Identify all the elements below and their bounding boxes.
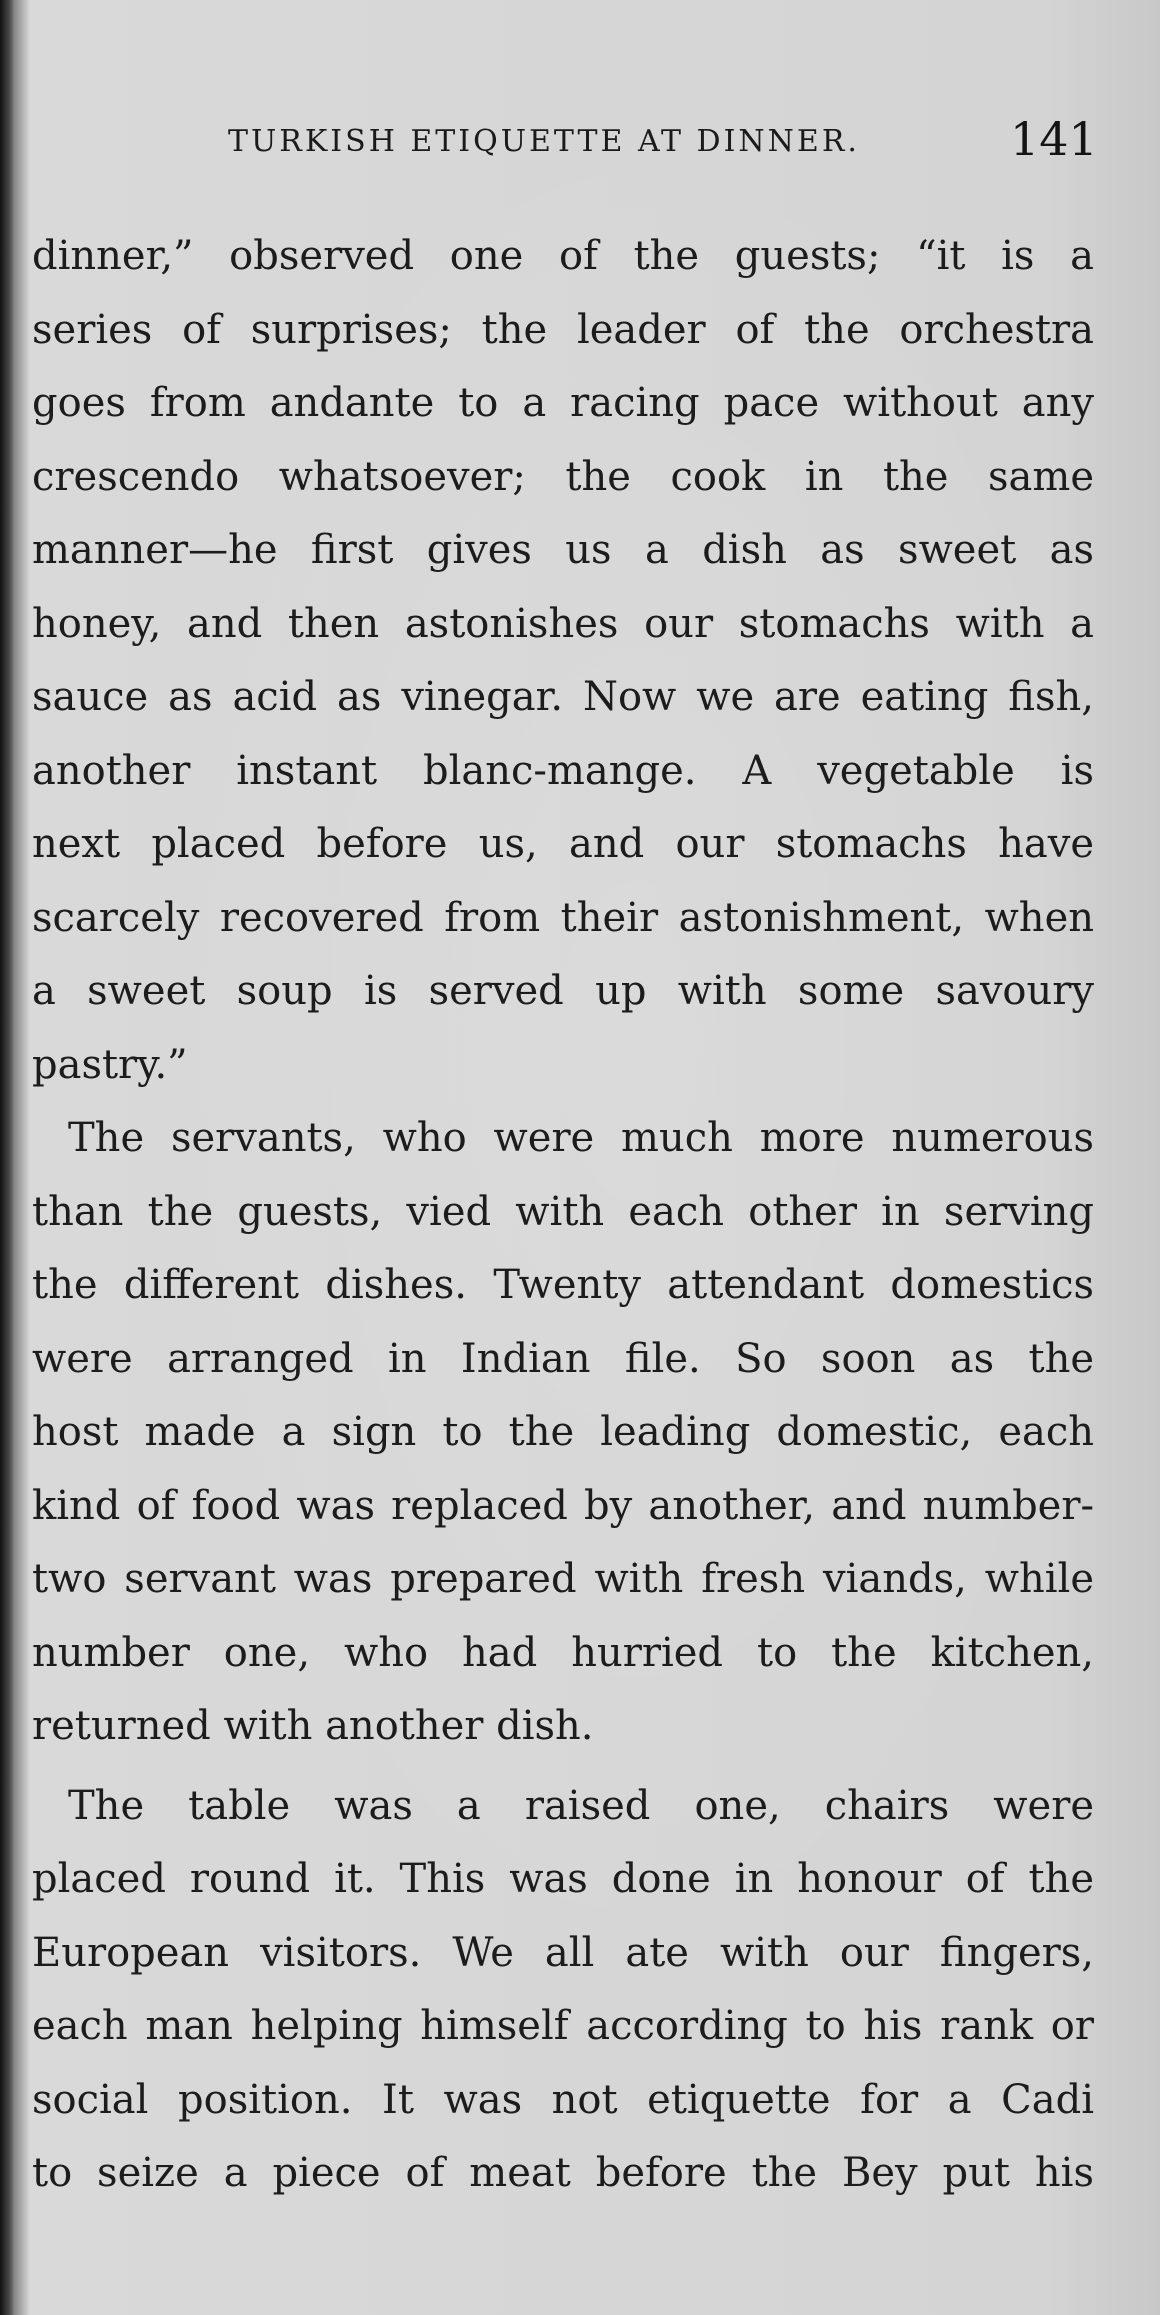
text-line: sauce as acid as vinegar. Now we are eating fish,: [32, 674, 1094, 720]
text-line: to seize a piece of meat before the Bey put his: [32, 2150, 1094, 2196]
running-title: TURKISH ETIQUETTE AT DINNER.: [228, 124, 860, 159]
text-line: pastry.”: [32, 1041, 188, 1088]
text-line: social position. It was not etiquette for a Cadi: [32, 2076, 1094, 2123]
text-line: scarcely recovered from their astonishment, when: [32, 894, 1094, 941]
text-line: two servant was prepared with fresh viands, while: [32, 1556, 1094, 1602]
text-line: dinner,” observed one of the guests; “it is a: [32, 233, 1094, 279]
text-line: The table was a raised one, chairs were: [68, 1782, 1094, 1829]
text-line: honey, and then astonishes our stomachs with a: [32, 600, 1094, 647]
text-line: the different dishes. Twenty attendant domestics: [32, 1262, 1094, 1308]
text-line: European visitors. We all ate with our fingers,: [32, 1929, 1094, 1976]
text-line: goes from andante to a racing pace without any: [32, 380, 1094, 426]
text-line: another instant blanc-mange. A vegetable is: [32, 747, 1094, 794]
text-line: number one, who had hurried to the kitchen,: [32, 1629, 1094, 1676]
text-line: The servants, who were much more numerous: [68, 1115, 1094, 1161]
text-line: next placed before us, and our stomachs have: [32, 821, 1094, 867]
text-line: were arranged in Indian file. So soon as the: [32, 1335, 1094, 1382]
text-line: manner—he first gives us a dish as sweet as: [32, 527, 1094, 573]
text-line: returned with another dish.: [32, 1703, 594, 1749]
page-number: 141: [1010, 112, 1098, 166]
text-line: each man helping himself according to his rank or: [32, 2003, 1094, 2049]
text-line: a sweet soup is served up with some savoury: [32, 968, 1094, 1014]
running-head: [0, 112, 1160, 172]
body-text: [32, 220, 1094, 2211]
page-gutter-shadow: [0, 0, 14, 2315]
text-line: series of surprises; the leader of the orchestra: [32, 306, 1094, 353]
text-line: crescendo whatsoever; the cook in the same: [32, 453, 1094, 500]
text-line: kind of food was replaced by another, and number-: [32, 1482, 1094, 1529]
text-line: placed round it. This was done in honour of the: [32, 1856, 1094, 1902]
text-line: than the guests, vied with each other in serving: [32, 1188, 1094, 1235]
text-line: host made a sign to the leading domestic, each: [32, 1409, 1094, 1455]
